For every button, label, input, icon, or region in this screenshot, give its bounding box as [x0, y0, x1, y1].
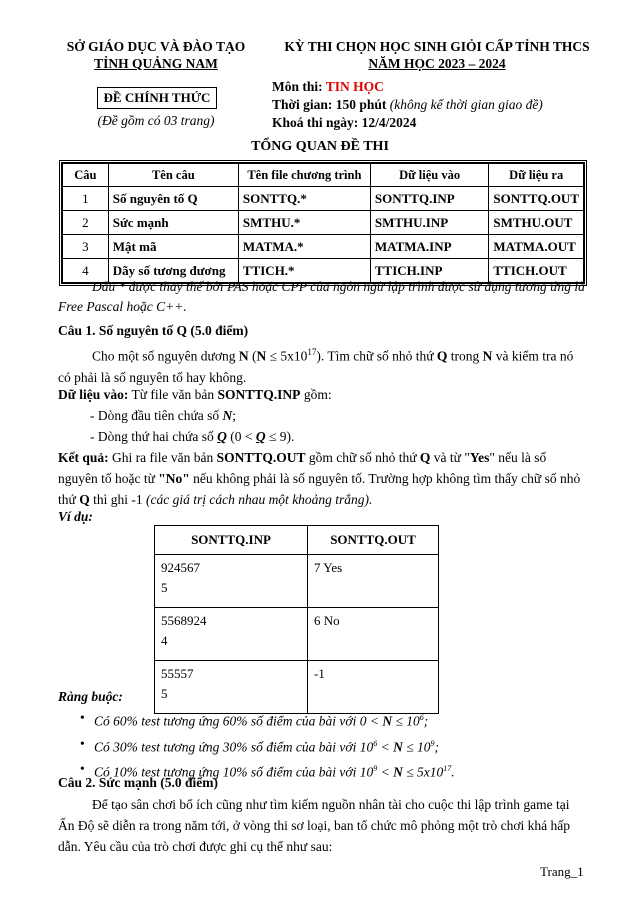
- list-item: • Có 10% test tương ứng 10% số điểm của bài với $10^9 < N \le 5x10^{17}$.: [78, 758, 586, 784]
- cell: SONTTQ.*: [238, 187, 370, 211]
- pages-note: (Đề gồm có 03 trang): [97, 113, 215, 128]
- col-header: Câu: [63, 164, 109, 187]
- cell: SONTTQ.INP: [370, 187, 489, 211]
- col-header: Tên file chương trình: [238, 164, 370, 187]
- cell: Sức mạnh: [108, 211, 238, 235]
- col-header: Dữ liệu vào: [370, 164, 489, 187]
- cell: Số nguyên tố Q: [108, 187, 238, 211]
- cell: SMTHU.OUT: [489, 211, 584, 235]
- cell: 924567 5: [155, 555, 308, 608]
- q1-input-section: Dữ liệu vào: Từ file văn bản SONTTQ.INP gồm:: [58, 387, 332, 402]
- list-item: • Có 30% test tương ứng 30% số điểm của bài với $10^6 < N \le 10^9$;: [78, 733, 586, 759]
- cell: TTICH.*: [238, 259, 370, 283]
- language-note: Dấu * được thay thế bởi PAS hoặc CPP của ngôn ngữ lập trình được sử dụng tương ứng là Free Pascal hoặc C++.: [58, 279, 585, 314]
- exam-date: Khoá thi ngày: 12/4/2024: [272, 115, 417, 130]
- cell: TTICH.INP: [370, 259, 489, 283]
- constraints-label: Ràng buộc:: [58, 689, 123, 704]
- department-header: [40, 38, 272, 72]
- example-label: Ví dụ:: [58, 509, 93, 524]
- subject-name: TIN HỌC: [325, 79, 384, 94]
- cell: SMTHU.INP: [370, 211, 489, 235]
- q1-title: Câu 1. Số nguyên tố Q (5.0 điểm): [58, 323, 249, 338]
- list-item: • Có 60% test tương ứng 60% số điểm của bài với $0 < N \le 10^6$;: [78, 707, 586, 733]
- cell: 7 Yes: [308, 555, 439, 608]
- cell: -1: [308, 661, 439, 714]
- col-header: Tên câu: [108, 164, 238, 187]
- department-line2: TỈNH QUẢNG NAM: [94, 56, 218, 71]
- cell: 2: [63, 211, 109, 235]
- cell: Dãy số tương đương: [108, 259, 238, 283]
- overview-table: [59, 160, 587, 286]
- q1-input-line1: - Dòng đầu tiên chứa số N;: [90, 408, 237, 423]
- cell: 3: [63, 235, 109, 259]
- cell: 1: [63, 187, 109, 211]
- time-line: Thời gian: 150 phút (không kể thời gian giao đề): [272, 97, 543, 112]
- cell: 55557 5: [155, 661, 308, 714]
- cell: SONTTQ.OUT: [489, 187, 584, 211]
- q1-input-line2: - Dòng thứ hai chứa số Q (0 < Q ≤ 9).: [90, 429, 295, 444]
- official-stamp: ĐỀ CHÍNH THỨC: [97, 87, 217, 109]
- table-row: [155, 608, 439, 661]
- q2-text: Để tạo sân chơi bổ ích cũng như tìm kiếm nguồn nhân tài cho cuộc thi lập trình game tại Ấn Độ sẽ diễn ra trong năm tới, ở vòng thi sơ loại, ban tổ chức mô phỏng một trò chơi khá hấp dẫn. Yêu cầu của trò chơi được ghi cụ thể như sau:: [58, 797, 571, 854]
- department-line1: SỞ GIÁO DỤC VÀ ĐÀO TẠO: [66, 39, 246, 54]
- exam-header: [272, 38, 602, 72]
- cell: 5568924 4: [155, 608, 308, 661]
- page-number: Trang_1: [540, 864, 584, 879]
- cell: MATMA.*: [238, 235, 370, 259]
- table-row: [63, 211, 584, 235]
- q1-intro: Cho một số nguyên dương N $(N \le 5x10^{17})$. Tìm chữ số nhỏ thứ Q trong N và kiểm tra nó có phải là số nguyên tố hay không.: [58, 347, 574, 385]
- col-header: SONTTQ.INP: [155, 526, 308, 555]
- exam-info: [272, 78, 543, 132]
- cell: SMTHU.*: [238, 211, 370, 235]
- q2-title: Câu 2. Sức mạnh (5.0 điểm): [58, 775, 218, 790]
- q1-output-section: Kết quả: Ghi ra file văn bản SONTTQ.OUT gồm chữ số nhỏ thứ Q và từ "Yes" nếu là số nguyên tố hoặc từ "No" nếu không phải là số nguyên tố. Trường hợp không tìm thấy chữ số nhỏ thứ Q thì ghi -1 (các giá trị cách nhau một khoảng trắng).: [58, 450, 581, 507]
- exam-title: KỲ THI CHỌN HỌC SINH GIỎI CẤP TỈNH THCS: [284, 39, 590, 54]
- school-year: NĂM HỌC 2023 – 2024: [368, 56, 506, 71]
- col-header: SONTTQ.OUT: [308, 526, 439, 555]
- example-header-row: [155, 526, 439, 555]
- cell: TTICH.OUT: [489, 259, 584, 283]
- cell: 4: [63, 259, 109, 283]
- subject-line: Môn thi: TIN HỌC: [272, 79, 384, 94]
- overview-header-row: [63, 164, 584, 187]
- col-header: Dữ liệu ra: [489, 164, 584, 187]
- cell: MATMA.OUT: [489, 235, 584, 259]
- cell: Mật mã: [108, 235, 238, 259]
- table-row: [63, 187, 584, 211]
- cell: 6 No: [308, 608, 439, 661]
- cell: MATMA.INP: [370, 235, 489, 259]
- table-row: [63, 235, 584, 259]
- table-row: [155, 555, 439, 608]
- overview-title: TỔNG QUAN ĐỀ THI: [251, 139, 389, 154]
